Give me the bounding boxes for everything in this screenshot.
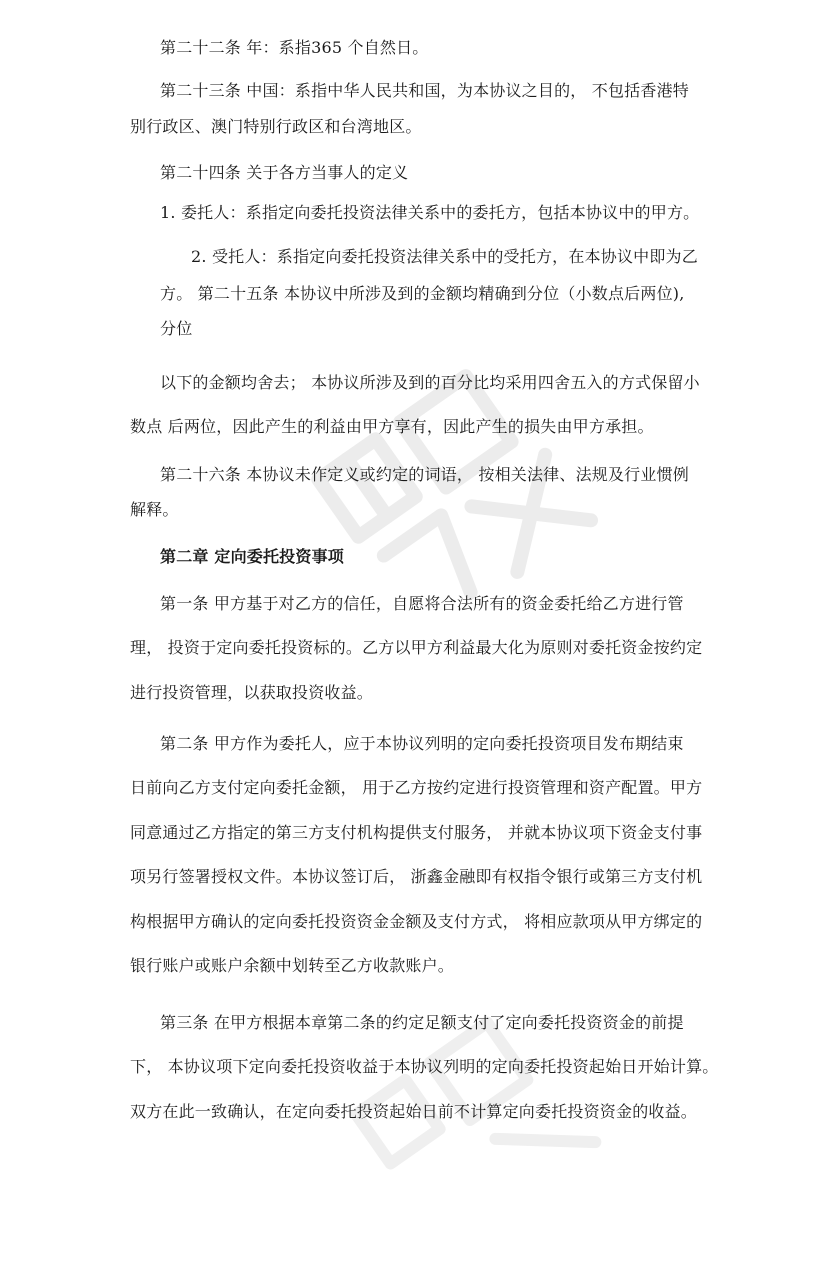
text-line: 双方在此一致确认，在定向委托投资起始日前不计算定向委托投资资金的收益。	[130, 1102, 698, 1121]
text-line: 数点 后两位，因此产生的利益由甲方享有，因此产生的损失由甲方承担。	[130, 417, 654, 436]
text-line: 项另行签署授权文件。本协议签订后， 浙鑫金融即有权指令银行或第三方支付机	[130, 867, 703, 886]
text-line: 银行账户或账户余额中划转至乙方收款账户。	[130, 956, 455, 975]
text-line: 分位	[160, 319, 193, 338]
text-line: 第一条 甲方基于对乙方的信任，自愿将合法所有的资金委托给乙方进行管	[160, 594, 684, 613]
text-line: 日前向乙方支付定向委托金额， 用于乙方按约定进行投资管理和资产配置。甲方	[130, 778, 703, 797]
text-line: 第二十二条 年：系指365 个自然日。	[160, 38, 429, 57]
text-line: 理， 投资于定向委托投资标的。乙方以甲方利益最大化为原则对委托资金按约定	[130, 638, 703, 657]
text-line: 2. 受托人：系指定向委托投资法律关系中的受托方，在本协议中即为乙	[191, 247, 698, 266]
text-line: 解释。	[130, 500, 179, 519]
text-line: 下， 本协议项下定向委托投资收益于本协议列明的定向委托投资起始日开始计算。	[130, 1057, 719, 1076]
section-heading: 第二章 定向委托投资事项	[160, 547, 344, 566]
text-line: 别行政区、澳门特别行政区和台湾地区。	[130, 117, 422, 136]
text-line: 以下的金额均舍去； 本协议所涉及到的百分比均采用四舍五入的方式保留小	[160, 373, 700, 392]
text-line: 同意通过乙方指定的第三方支付机构提供支付服务， 并就本协议项下资金支付事	[130, 823, 703, 842]
text-line: 第二十六条 本协议未作定义或约定的词语， 按相关法律、法规及行业惯例	[160, 465, 689, 484]
text-line: 第二条 甲方作为委托人，应于本协议列明的定向委托投资项目发布期结束	[160, 734, 684, 753]
watermark-logo	[279, 309, 641, 671]
text-line: 第二十三条 中国：系指中华人民共和国，为本协议之目的， 不包括香港特	[160, 81, 689, 100]
text-line: 方。 第二十五条 本协议中所涉及到的金额均精确到分位（小数点后两位),	[160, 284, 685, 303]
text-line: 1. 委托人：系指定向委托投资法律关系中的委托方，包括本协议中的甲方。	[160, 203, 700, 222]
text-line: 构根据甲方确认的定向委托投资资金金额及支付方式， 将相应款项从甲方绑定的	[130, 912, 703, 931]
text-line: 第二十四条 关于各方当事人的定义	[160, 163, 409, 182]
text-line: 进行投资管理，以获取投资收益。	[130, 683, 374, 702]
text-line: 第三条 在甲方根据本章第二条的约定足额支付了定向委托投资资金的前提	[160, 1013, 684, 1032]
